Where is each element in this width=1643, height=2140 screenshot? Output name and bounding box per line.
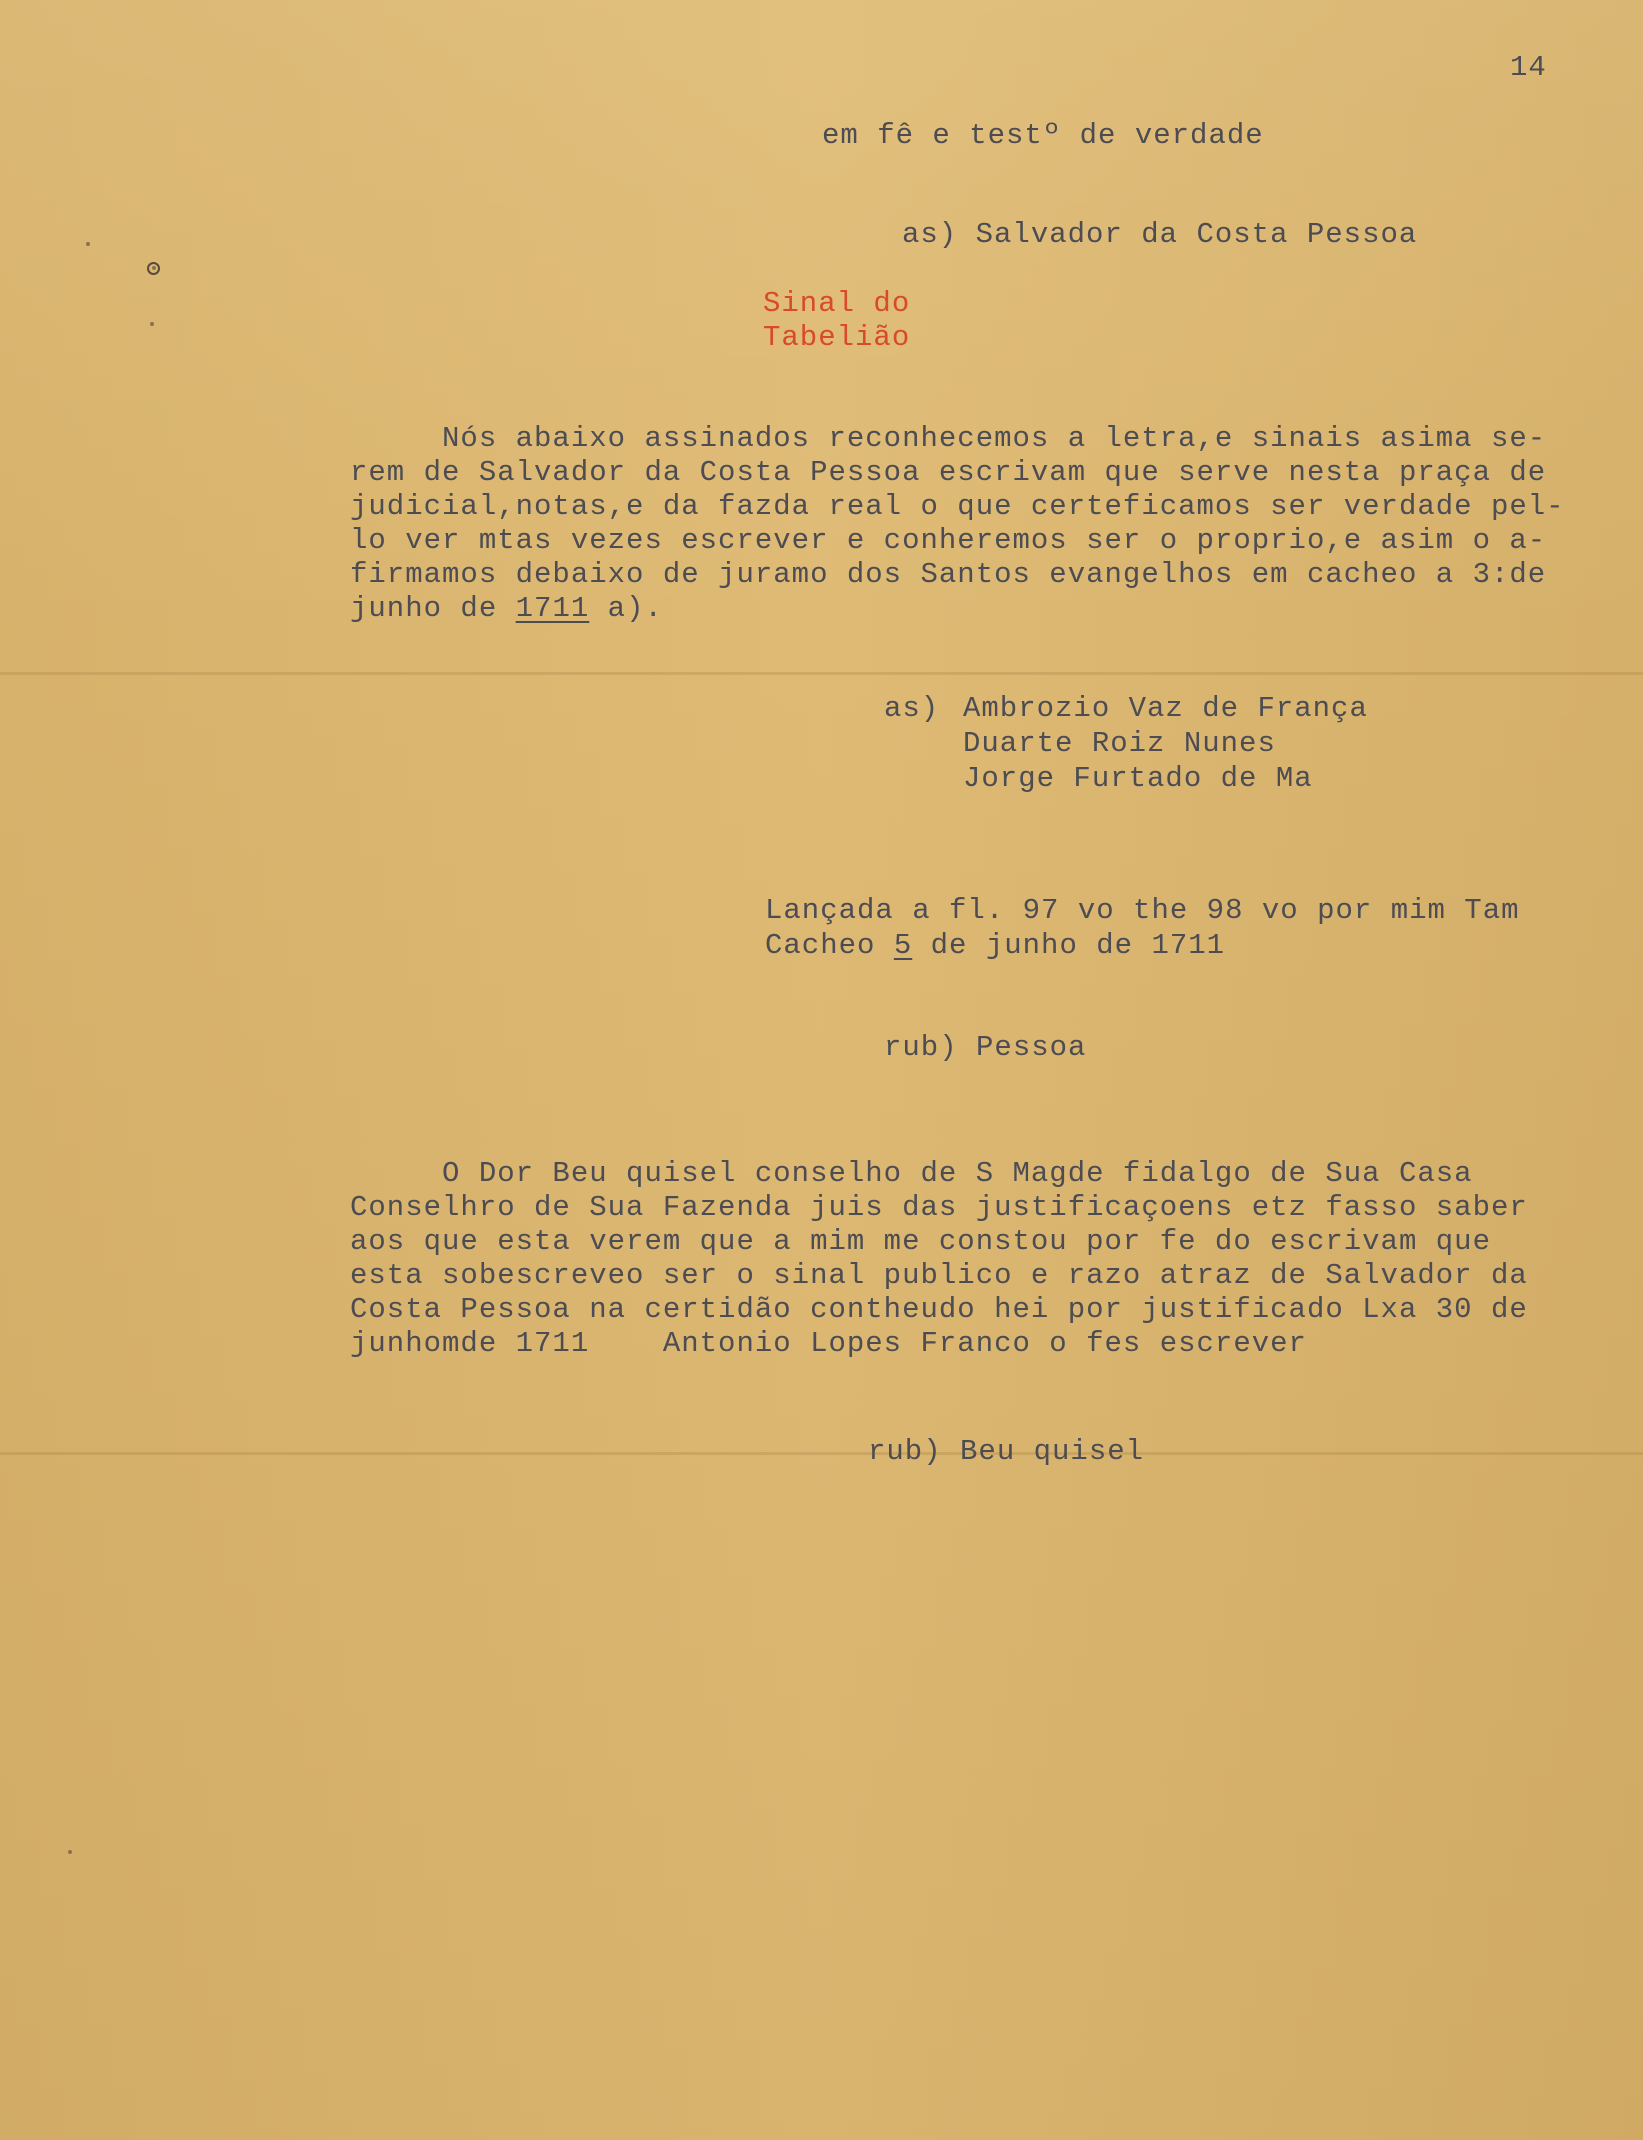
witness-name: Duarte Roiz Nunes — [963, 727, 1276, 760]
paragraph-line: aos que esta verem que a mim me constou por fe do escrivam que — [350, 1225, 1491, 1258]
signed-label: as) — [902, 218, 958, 251]
paper-fold — [0, 672, 1643, 675]
paragraph-line: rem de Salvador da Costa Pessoa escrivam que serve nesta praça de — [350, 456, 1547, 489]
line-text: de junho de 1711 — [912, 929, 1226, 962]
ink-speck-icon — [68, 1850, 72, 1854]
line-text: junho de — [350, 592, 516, 625]
notary-seal-line1: Sinal do — [763, 287, 911, 320]
recognition-paragraph — [350, 422, 1640, 626]
paragraph-line: junhomde 1711 Antonio Lopes Franco o fes escrever — [350, 1327, 1307, 1360]
signed-name: Salvador da Costa Pessoa — [975, 218, 1418, 251]
notary-seal-line2: Tabelião — [763, 321, 911, 354]
paragraph-line: lo ver mtas vezes escrever e conheremos ser o proprio,e asim o a- — [350, 524, 1547, 557]
paragraph-line — [350, 592, 1640, 626]
ink-speck-icon — [86, 242, 90, 246]
paragraph-line: O Dor Beu quisel conselho de S Magde fidalgo de Sua Casa — [350, 1157, 1473, 1190]
rubric-pessoa: rub) Pessoa — [884, 1031, 1087, 1064]
ink-speck-icon — [152, 266, 156, 270]
ink-speck-icon — [150, 322, 154, 326]
underlined-day: 5 — [893, 929, 913, 962]
line-text: Cacheo — [765, 929, 894, 962]
paragraph-line: firmamos debaixo de juramo dos Santos evangelhos em cacheo a 3:de — [350, 558, 1547, 591]
rubric-beuquisel: rub) Beu quisel — [868, 1435, 1145, 1468]
signature-line — [902, 219, 1417, 251]
paragraph-line: judicial,notas,e da fazda real o que certeficamos ser verdade pel- — [350, 490, 1565, 523]
underlined-year: 1711 — [515, 592, 590, 625]
line-text: a). — [589, 592, 663, 625]
paper-fold — [0, 1452, 1643, 1455]
paragraph-line: Costa Pessoa na certidão contheudo hei por justificado Lxa 30 de — [350, 1293, 1528, 1326]
witnesses-label: as) — [884, 692, 940, 725]
registration-line2 — [765, 930, 1225, 962]
registration-line1: Lançada a fl. 97 vo the 98 vo por mim Tam — [765, 894, 1520, 927]
paragraph-line: Conselhro de Sua Fazenda juis das justificaçoens etz fasso saber — [350, 1191, 1528, 1224]
witness-name: Ambrozio Vaz de França — [963, 692, 1368, 725]
page-number: 14 — [1510, 51, 1547, 84]
paragraph-line: esta sobescreveo ser o sinal publico e razo atraz de Salvador da — [350, 1259, 1528, 1292]
paragraph-line: Nós abaixo assinados reconhecemos a letra,e sinais asima se- — [350, 422, 1547, 455]
fe-line: em fê e testº de verdade — [822, 119, 1264, 152]
witness-name: Jorge Furtado de Ma — [963, 762, 1313, 795]
justification-paragraph — [350, 1157, 1640, 1361]
